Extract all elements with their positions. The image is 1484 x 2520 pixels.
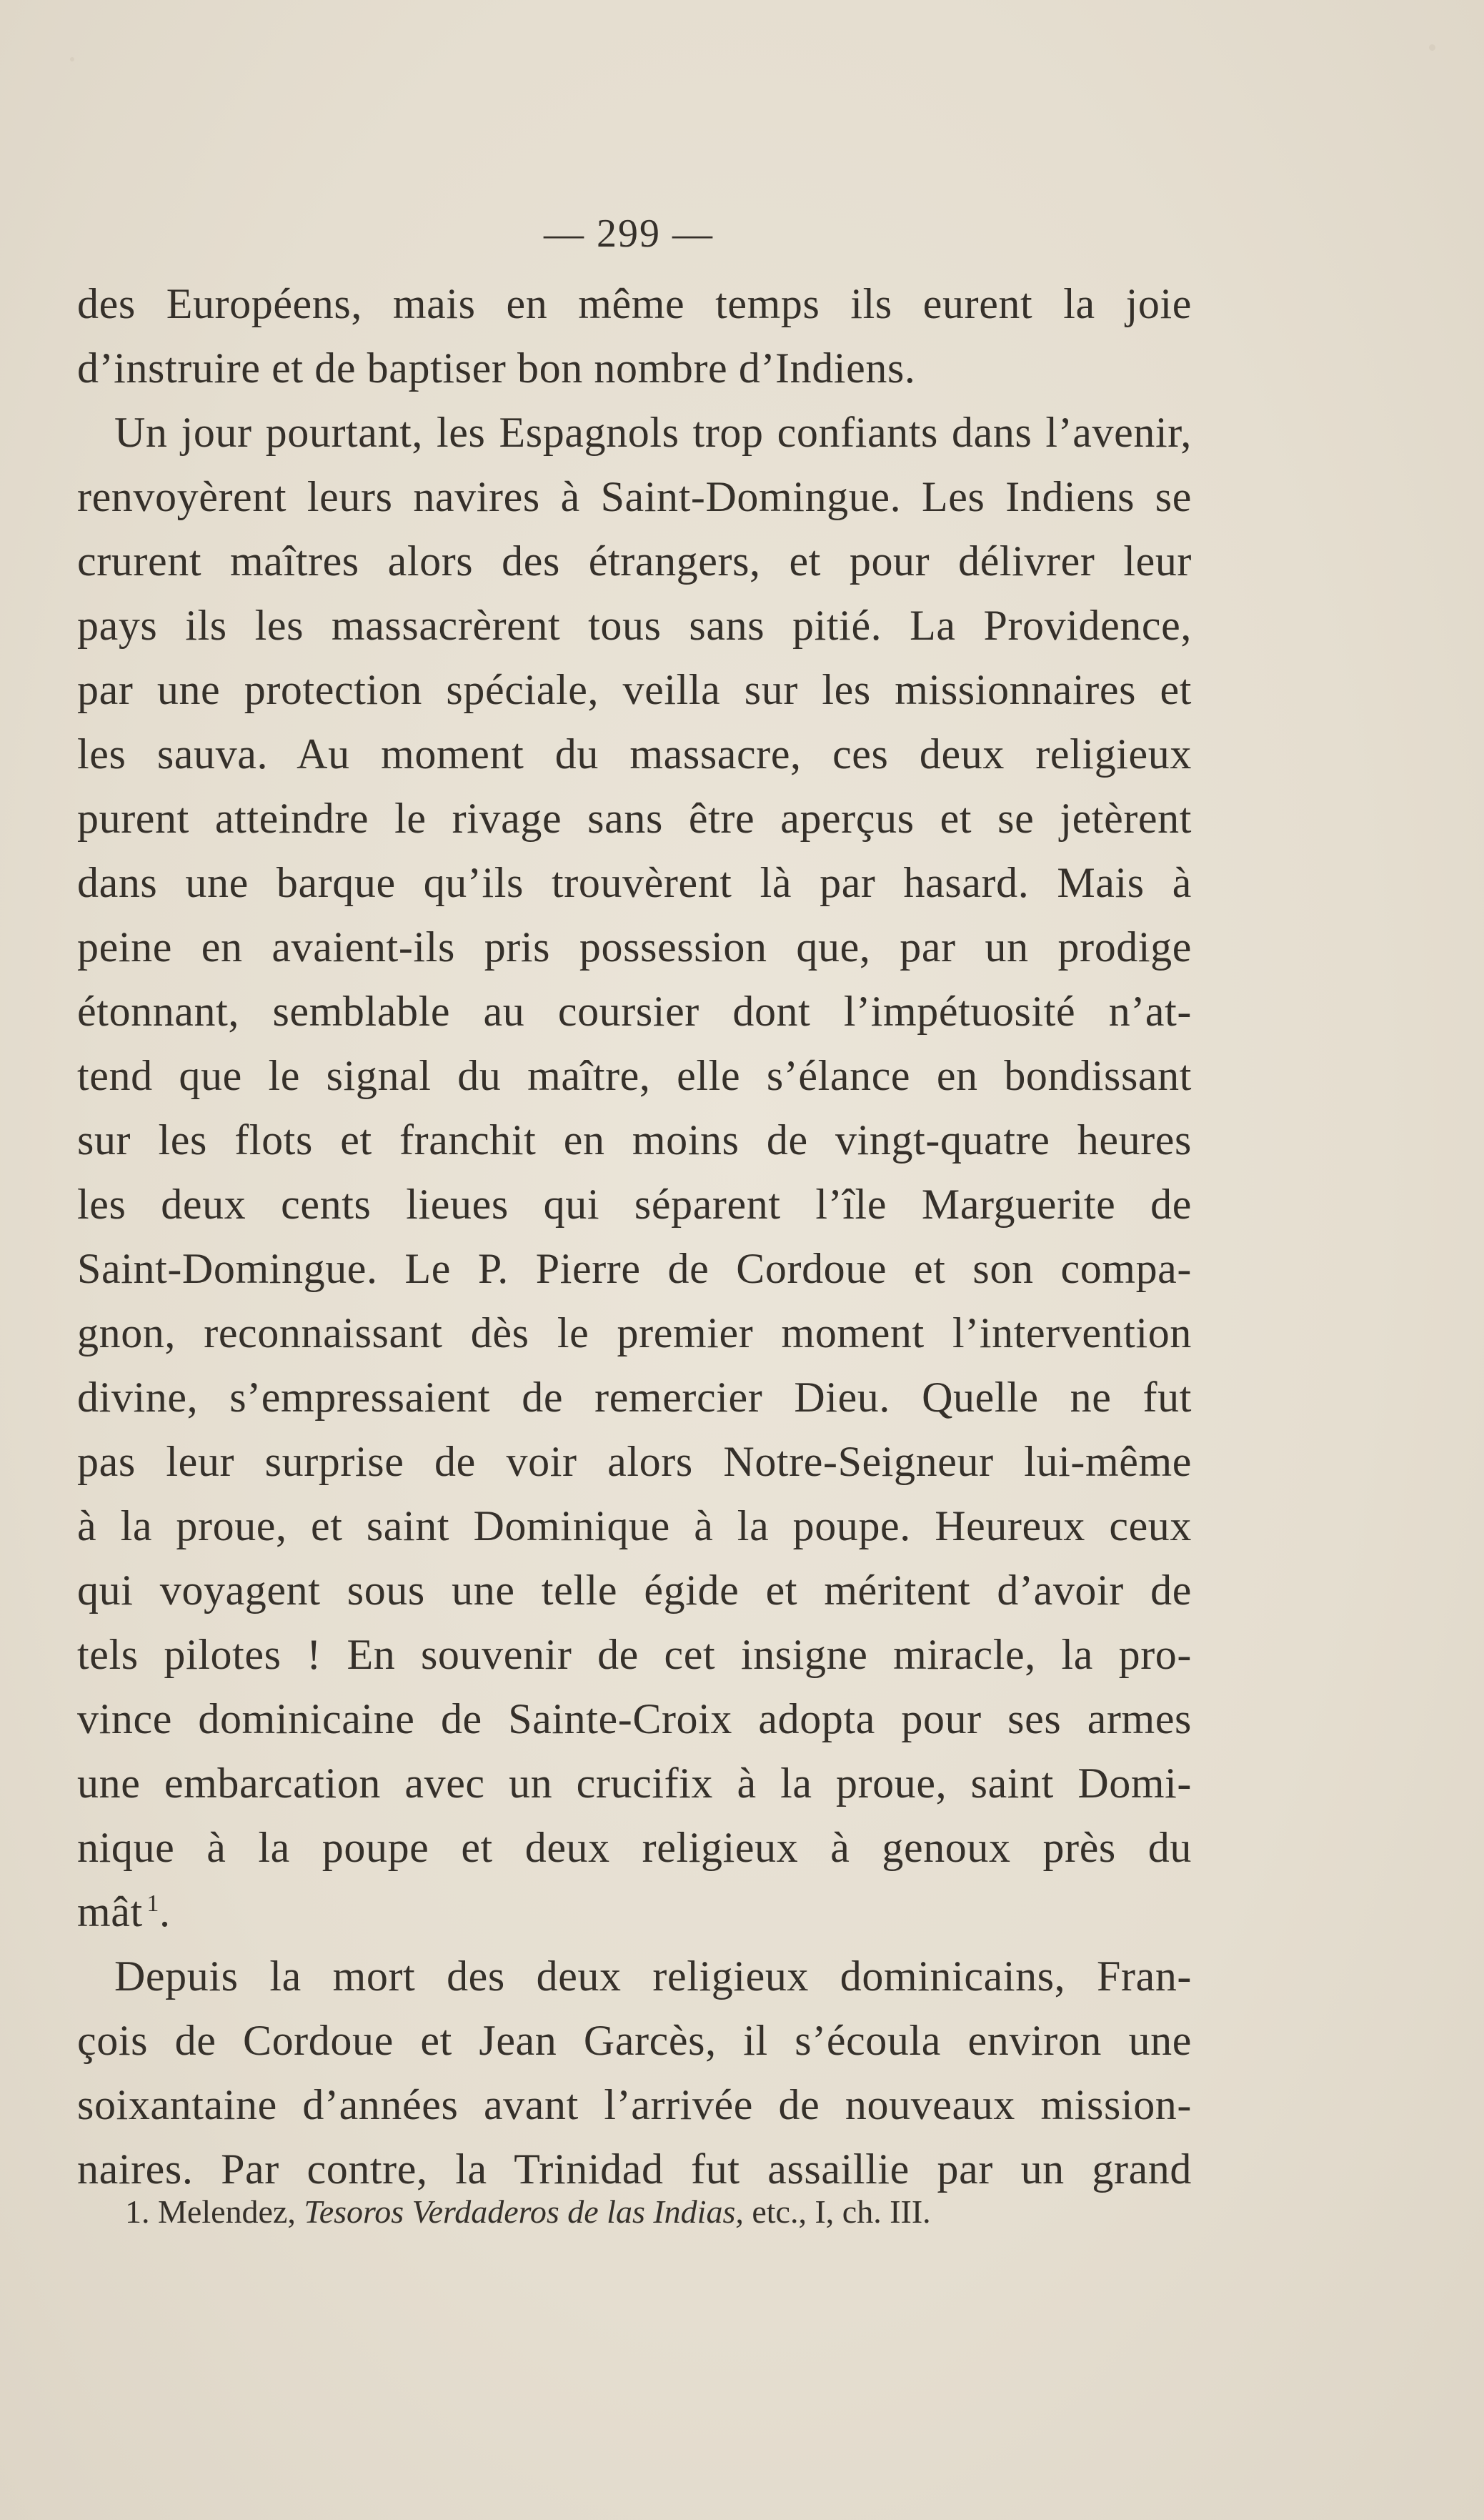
paper-spot (70, 57, 74, 61)
body-text (77, 272, 1192, 2201)
text-line: par une protection spéciale, veilla sur les missionnaires et (77, 666, 1192, 713)
text-fragment: mât (77, 1888, 143, 1935)
text-line: sur les flots et franchit en moins de vingt-quatre heures (77, 1116, 1192, 1164)
text-line: tend que le signal du maître, elle s’élance en bondissant (77, 1052, 1192, 1099)
text-fragment: . (159, 1888, 171, 1935)
text-line: Saint-Domingue. Le P. Pierre de Cordoue et son compa- (77, 1245, 1192, 1292)
text-line: Depuis la mort des deux religieux dominicains, Fran- (114, 1953, 1192, 2000)
text-line: tels pilotes ! En souvenir de cet insigne miracle, la pro- (77, 1631, 1192, 1678)
footnote-author: Melendez, (158, 2193, 296, 2230)
footnote-number: 1. (125, 2193, 150, 2230)
text-line: qui voyagent sous une telle égide et méritent d’avoir de (77, 1567, 1192, 1614)
footnote-rest: etc., I, ch. III. (752, 2193, 931, 2230)
paper-spot (1429, 44, 1435, 51)
text-line: vince dominicaine de Sainte-Croix adopta pour ses armes (77, 1695, 1192, 1742)
text-line: étonnant, semblable au coursier dont l’impétuosité n’at- (77, 988, 1192, 1035)
text-line: crurent maîtres alors des étrangers, et pour délivrer leur (77, 537, 1192, 585)
text-line: d’instruire et de baptiser bon nombre d’Indiens. (77, 344, 916, 392)
text-line-with-footnote (77, 1880, 1192, 1944)
text-line: les sauva. Au moment du massacre, ces deux religieux (77, 730, 1192, 778)
text-line: renvoyèrent leurs navires à Saint-Domingue. Les Indiens se (77, 473, 1192, 520)
footnote (125, 2187, 1197, 2237)
text-line: nique à la poupe et deux religieux à genoux près du (77, 1824, 1192, 1871)
footnote-title: Tesoros Verdaderos de las Indias, (304, 2193, 744, 2230)
text-line: peine en avaient-ils pris possession que, par un prodige (77, 923, 1192, 971)
text-line: naires. Par contre, la Trinidad fut assaillie par un grand (77, 2146, 1192, 2193)
text-line: purent atteindre le rivage sans être aperçus et se jetèrent (77, 795, 1192, 842)
text-line: soixantaine d’années avant l’arrivée de nouveaux mission- (77, 2081, 1192, 2128)
text-line: çois de Cordoue et Jean Garcès, il s’écoula environ une (77, 2017, 1192, 2064)
text-line: dans une barque qu’ils trouvèrent là par hasard. Mais à (77, 859, 1192, 906)
text-line: pays ils les massacrèrent tous sans pitié. La Providence, (77, 602, 1192, 649)
text-line: les deux cents lieues qui séparent l’île Marguerite de (77, 1181, 1192, 1228)
text-line: Un jour pourtant, les Espagnols trop confiants dans l’avenir, (114, 409, 1192, 456)
footnote-reference: 1 (146, 1890, 160, 1917)
text-line: divine, s’empressaient de remercier Dieu. Quelle ne fut (77, 1374, 1192, 1421)
text-line: gnon, reconnaissant dès le premier moment l’intervention (77, 1309, 1192, 1356)
text-line: pas leur surprise de voir alors Notre-Seigneur lui-même (77, 1438, 1192, 1485)
text-line: une embarcation avec un crucifix à la proue, saint Domi- (77, 1760, 1192, 1807)
text-line: à la proue, et saint Dominique à la poupe. Heureux ceux (77, 1502, 1192, 1549)
page-number: — 299 — (544, 212, 714, 256)
text-line: des Européens, mais en même temps ils eurent la joie (77, 280, 1192, 327)
